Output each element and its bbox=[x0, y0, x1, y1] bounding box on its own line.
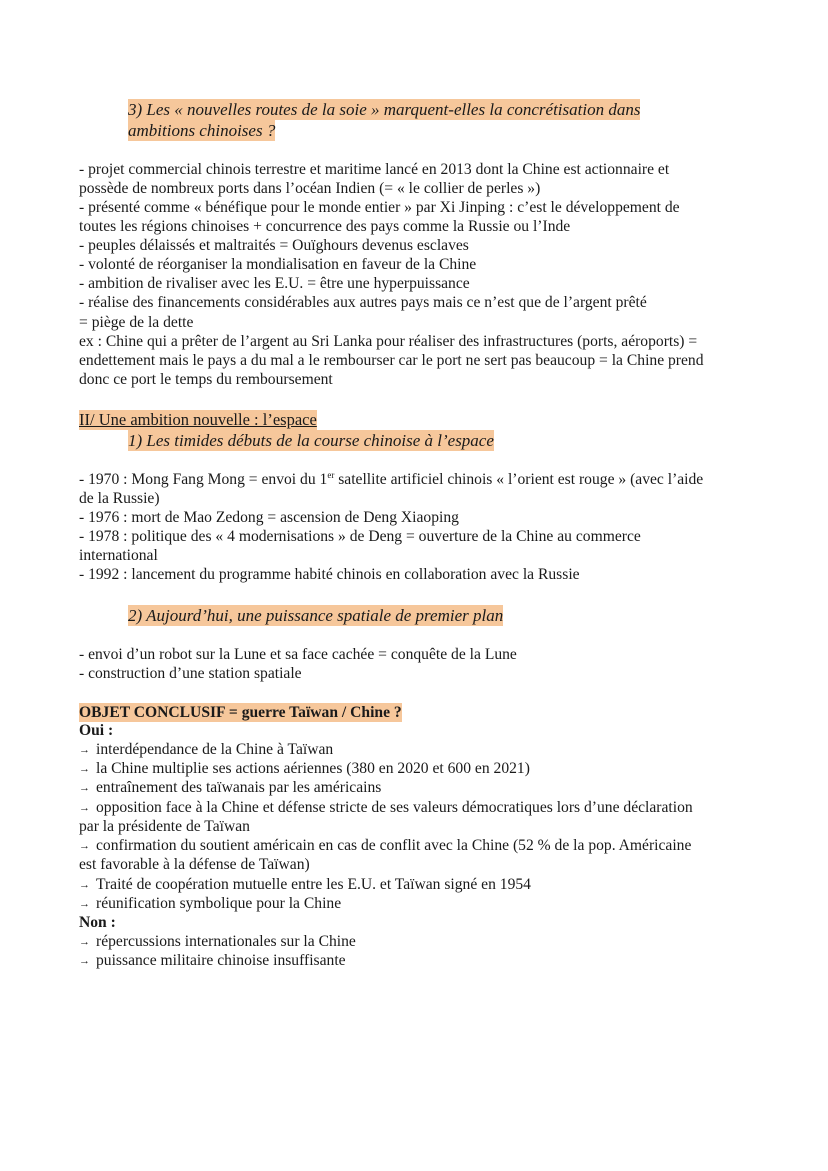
paragraph-line: - volonté de réorganiser la mondialisation en faveur de la Chine bbox=[79, 256, 477, 273]
part2-sub1-heading: 1) Les timides débuts de la course chinoise à l’espace bbox=[128, 431, 494, 450]
paragraph-line: - projet commercial chinois terrestre et maritime lancé en 2013 dont la Chine est actionnaire et bbox=[79, 161, 670, 178]
list-item-continuation: est favorable à la défense de Taïwan) bbox=[79, 856, 310, 873]
paragraph-line: possède de nombreux ports dans l’océan Indien (= « le collier de perles ») bbox=[79, 180, 541, 197]
arrow-right-icon: → bbox=[79, 782, 90, 794]
arrow-right-icon: → bbox=[79, 936, 90, 948]
paragraph-line: - 1978 : politique des « 4 modernisations » de Deng = ouverture de la Chine au commerce bbox=[79, 528, 641, 545]
part2-title: II/ Une ambition nouvelle : l’espace bbox=[79, 410, 317, 429]
list-item: → réunification symbolique pour la Chine bbox=[79, 895, 342, 912]
part2-sub2-heading: 2) Aujourd’hui, une puissance spatiale de premier plan bbox=[128, 606, 504, 625]
list-item: → puissance militaire chinoise insuffisante bbox=[79, 952, 346, 969]
list-item: → répercussions internationales sur la Chine bbox=[79, 933, 356, 950]
list-item-continuation: par la présidente de Taïwan bbox=[79, 818, 250, 835]
conclusion-title: OBJET CONCLUSIF = guerre Taïwan / Chine ? bbox=[79, 704, 402, 721]
paragraph-line: - 1976 : mort de Mao Zedong = ascension de Deng Xiaoping bbox=[79, 509, 459, 526]
paragraph-line: - construction d’une station spatiale bbox=[79, 665, 302, 682]
paragraph-line: ex : Chine qui a prêter de l’argent au Sri Lanka pour réaliser des infrastructures (ports, aéroports) = bbox=[79, 333, 698, 350]
arrow-right-icon: → bbox=[79, 744, 90, 756]
paragraph-line: donc ce port le temps du remboursement bbox=[79, 371, 333, 388]
arrow-right-icon: → bbox=[79, 898, 90, 910]
list-item: → la Chine multiplie ses actions aériennes (380 en 2020 et 600 en 2021) bbox=[79, 760, 530, 777]
arrow-right-icon: → bbox=[79, 763, 90, 775]
list-item: → confirmation du soutient américain en cas de conflit avec la Chine (52 % de la pop. Américaine bbox=[79, 837, 692, 854]
list-item: → Traité de coopération mutuelle entre les E.U. et Taïwan signé en 1954 bbox=[79, 876, 531, 893]
section3-heading-line2: ambitions chinoises ? bbox=[128, 121, 276, 140]
paragraph-line: de la Russie) bbox=[79, 490, 160, 507]
arrow-right-icon: → bbox=[79, 955, 90, 967]
non-label: Non : bbox=[79, 914, 116, 931]
paragraph-line: = piège de la dette bbox=[79, 314, 194, 331]
list-item: → interdépendance de la Chine à Taïwan bbox=[79, 741, 334, 758]
paragraph-line: - réalise des financements considérables aux autres pays mais ce n’est que de l’argent prêté bbox=[79, 294, 647, 311]
paragraph-line: - 1992 : lancement du programme habité chinois en collaboration avec la Russie bbox=[79, 566, 580, 583]
paragraph-line: international bbox=[79, 547, 158, 564]
list-item: → entraînement des taïwanais par les américains bbox=[79, 779, 382, 796]
paragraph-line: - 1970 : Mong Fang Mong = envoi du 1er satellite artificiel chinois « l’orient est rouge » (avec l’aide bbox=[79, 469, 704, 488]
section3-heading-line1: 3) Les « nouvelles routes de la soie » marquent-elles la concrétisation dans bbox=[128, 100, 641, 119]
paragraph-line: endettement mais le pays a du mal a le rembourser car le port ne sert pas beaucoup = la Chine prend bbox=[79, 352, 704, 369]
paragraph-line: - présenté comme « bénéfique pour le monde entier » par Xi Jinping : c’est le développement de bbox=[79, 199, 680, 216]
paragraph-line: - ambition de rivaliser avec les E.U. = être une hyperpuissance bbox=[79, 275, 470, 292]
oui-label: Oui : bbox=[79, 722, 114, 739]
arrow-right-icon: → bbox=[79, 879, 90, 891]
paragraph-line: toutes les régions chinoises + concurrence des pays comme la Russie ou l’Inde bbox=[79, 218, 571, 235]
paragraph-line: - peuples délaissés et maltraités = Ouïghours devenus esclaves bbox=[79, 237, 469, 254]
arrow-right-icon: → bbox=[79, 802, 90, 814]
arrow-right-icon: → bbox=[79, 840, 90, 852]
paragraph-line: - envoi d’un robot sur la Lune et sa face cachée = conquête de la Lune bbox=[79, 646, 517, 663]
list-item: → opposition face à la Chine et défense stricte de ses valeurs démocratiques lors d’une déclaration bbox=[79, 799, 693, 816]
